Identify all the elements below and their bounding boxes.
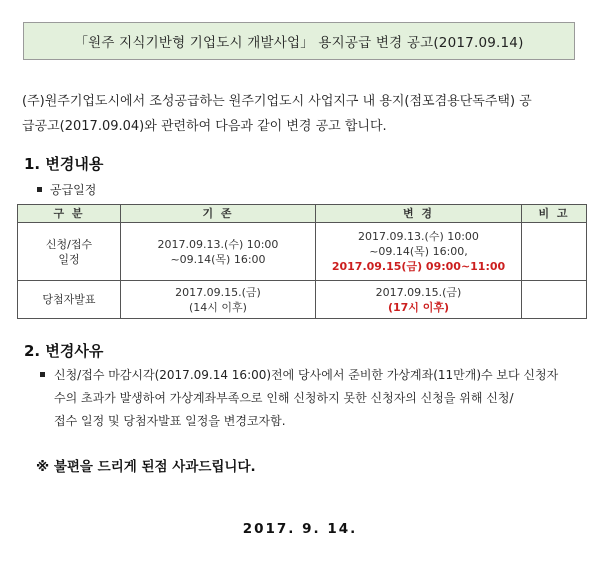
cell-note-announcement (522, 281, 587, 319)
reason-line-3: 접수 일정 및 당첨자발표 일정을 변경코자함. (54, 414, 286, 428)
cell-changed-announcement: 2017.09.15.(금) (17시 이후) (316, 281, 522, 319)
apology-text: ※ 불편을 드리게 된점 사과드립니다. (36, 459, 256, 475)
header-category: 구 분 (18, 205, 121, 223)
row-label-application: 신청/접수 일정 (18, 223, 121, 281)
cell-changed-application: 2017.09.13.(수) 10:00 ~09.14(목) 16:00, 2017.09.15(금) 09:00~11:00 (316, 223, 522, 281)
table-header-row (18, 205, 587, 223)
bullet-square-icon (40, 372, 45, 377)
cell-previous-application: 2017.09.13.(수) 10:00 ~09.14(목) 16:00 (121, 223, 316, 281)
cell-previous-announcement: 2017.09.15.(금) (14시 이후) (121, 281, 316, 319)
table-row (18, 281, 587, 319)
row-label-announcement: 당첨자발표 (18, 281, 121, 319)
highlight-new-announcement: (17시 이후) (387, 300, 450, 314)
cell-note-application (522, 223, 587, 281)
header-previous: 기 존 (121, 205, 316, 223)
reason-paragraph (40, 364, 588, 433)
section1-bullet (37, 181, 96, 198)
header-note: 비 고 (522, 205, 587, 223)
header-changed: 변 경 (316, 205, 522, 223)
schedule-table (17, 204, 587, 319)
reason-line-2: 수의 초과가 발생하여 가상계좌부족으로 인해 신청하지 못한 신청자의 신청을 위해 신청/ (54, 391, 514, 405)
highlight-new-schedule: 2017.09.15(금) 09:00~11:00 (331, 260, 506, 273)
intro-line-1: (주)원주기업도시에서 조성공급하는 원주기업도시 사업지구 내 용지(점포겸용단독주택) 공 (22, 94, 532, 109)
table-row (18, 223, 587, 281)
section2-title: 2. 변경사유 (24, 342, 104, 360)
notice-date: 2017. 9. 14. (242, 521, 358, 537)
section1-bullet-label: 공급일정 (50, 183, 97, 197)
notice-title: 「원주 지식기반형 기업도시 개발사업」 용지공급 변경 공고(2017.09.14) (23, 22, 575, 60)
intro-paragraph (22, 89, 582, 139)
bullet-square-icon (37, 187, 42, 192)
section1-title: 1. 변경내용 (24, 155, 104, 173)
intro-line-2: 급공고(2017.09.04)와 관련하여 다음과 같이 변경 공고 합니다. (22, 119, 387, 134)
reason-line-1: 신청/접수 마감시각(2017.09.14 16:00)전에 당사에서 준비한 가상계좌(11만개)수 보다 신청자 (54, 368, 559, 382)
